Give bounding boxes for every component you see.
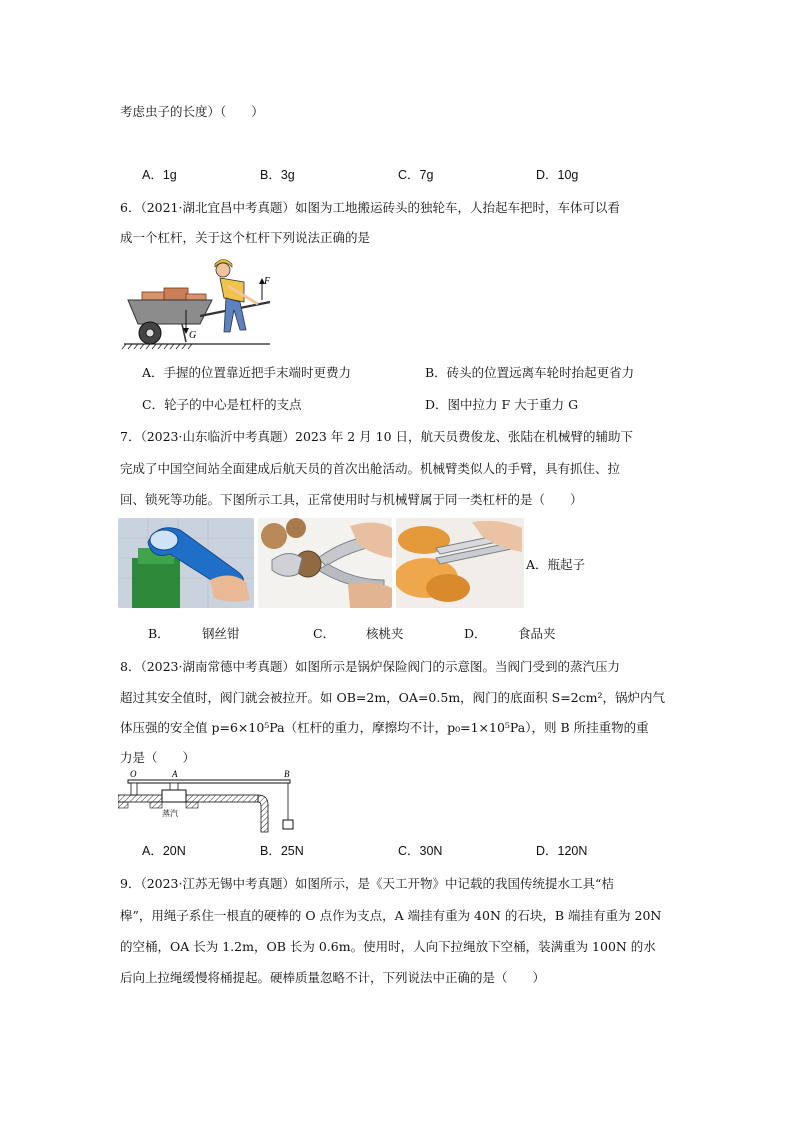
question-tail: 考虑虫子的长度）（ ） [120,104,264,119]
label-f: F [264,276,271,287]
q6-option-d: D．图中拉力 F 大于重力 G [425,397,579,412]
label-o: O [130,769,137,779]
q7-option-d-letter: D． [464,626,487,641]
q5-option-a: A．1g [142,168,177,182]
q7-option-b-letter: B． [148,626,170,641]
q9-stem-line-2: 槔”，用绳子系住一根直的硬棒的 O 点作为支点，A 端挂有重为 40N 的石块，B 端挂有重为 20N [120,908,662,923]
boiler-valve-figure [118,768,308,834]
q8-option-b: B．25N [260,844,304,858]
q8-option-d: D．120N [536,844,588,858]
q7-option-c-letter: C． [313,626,336,641]
q5-option-b: B．3g [260,168,295,182]
q7-option-c-text: 核桃夹 [366,626,404,641]
q7-stem-line-3: 回、锁死等功能。下图所示工具，正常使用时与机械臂属于同一类杠杆的是（ ） [120,492,583,507]
q5-option-d: D．10g [536,168,579,182]
q8-stem-line-3: 体压强的安全值 p=6×10⁵Pa（杠杆的重力，摩擦均不计，p₀=1×10⁵Pa），则 B 所挂重物的重 [120,720,649,735]
q9-stem-line-4: 后向上拉绳缓慢将桶提起。硬棒质量忽略不计，下列说法中正确的是（ ） [120,970,546,985]
label-g: G [189,330,197,341]
label-steam: 蒸汽 [162,809,178,818]
food-tongs-photo [396,518,524,608]
label-a: A [172,769,178,779]
q7-option-d-text: 食品夹 [518,626,556,641]
q9-stem-line-3: 的空桶，OA 长为 1.2m，OB 长为 0.6m。使用时，人向下拉绳放下空桶，装满重为 100N 的水 [120,939,656,954]
q7-stem-line-2: 完成了中国空间站全面建成后航天员的首次出舱活动。机械臂类似人的手臂，具有抓住、拉 [120,461,621,476]
q9-stem-line-1: 9．（2023·江苏无锡中考真题）如图所示，是《天工开物》中记载的我国传统提水工具“桔 [120,876,614,891]
q6-option-b: B．砖头的位置远离车轮时抬起更省力 [425,365,635,380]
q7-option-a: A．瓶起子 [526,557,586,572]
q6-option-c: C．轮子的中心是杠杆的支点 [142,397,302,412]
q8-option-c: C．30N [398,844,443,858]
wheelbarrow-figure [120,258,280,350]
q8-stem-line-2: 超过其安全值时，阀门就会被拉开。如 OB=2m，OA=0.5m，阀门的底面积 S=2cm²，锅炉内气 [120,690,665,705]
q6-option-a: A．手握的位置靠近把手末端时更费力 [142,365,352,380]
bottle-opener-photo [118,518,254,608]
q8-option-a: A．20N [142,844,186,858]
q7-stem-line-1: 7．（2023·山东临沂中考真题）2023 年 2 月 10 日，航天员费俊龙、张陆在机械臂的辅助下 [120,429,634,444]
q7-option-b-text: 钢丝钳 [202,626,240,641]
q8-stem-line-4: 力是（ ） [120,750,196,765]
q5-option-c: C．7g [398,168,434,182]
q6-stem-line-1: 6．（2021·湖北宜昌中考真题）如图为工地搬运砖头的独轮车，人抬起车把时，车体可以看 [120,200,620,215]
nutcracker-photo [258,518,392,608]
q8-stem-line-1: 8．（2023·湖南常德中考真题）如图所示是锅炉保险阀门的示意图。当阀门受到的蒸汽压力 [120,659,620,674]
q6-stem-line-2: 成一个杠杆，关于这个杠杆下列说法正确的是 [120,230,371,245]
label-b: B [284,769,290,779]
